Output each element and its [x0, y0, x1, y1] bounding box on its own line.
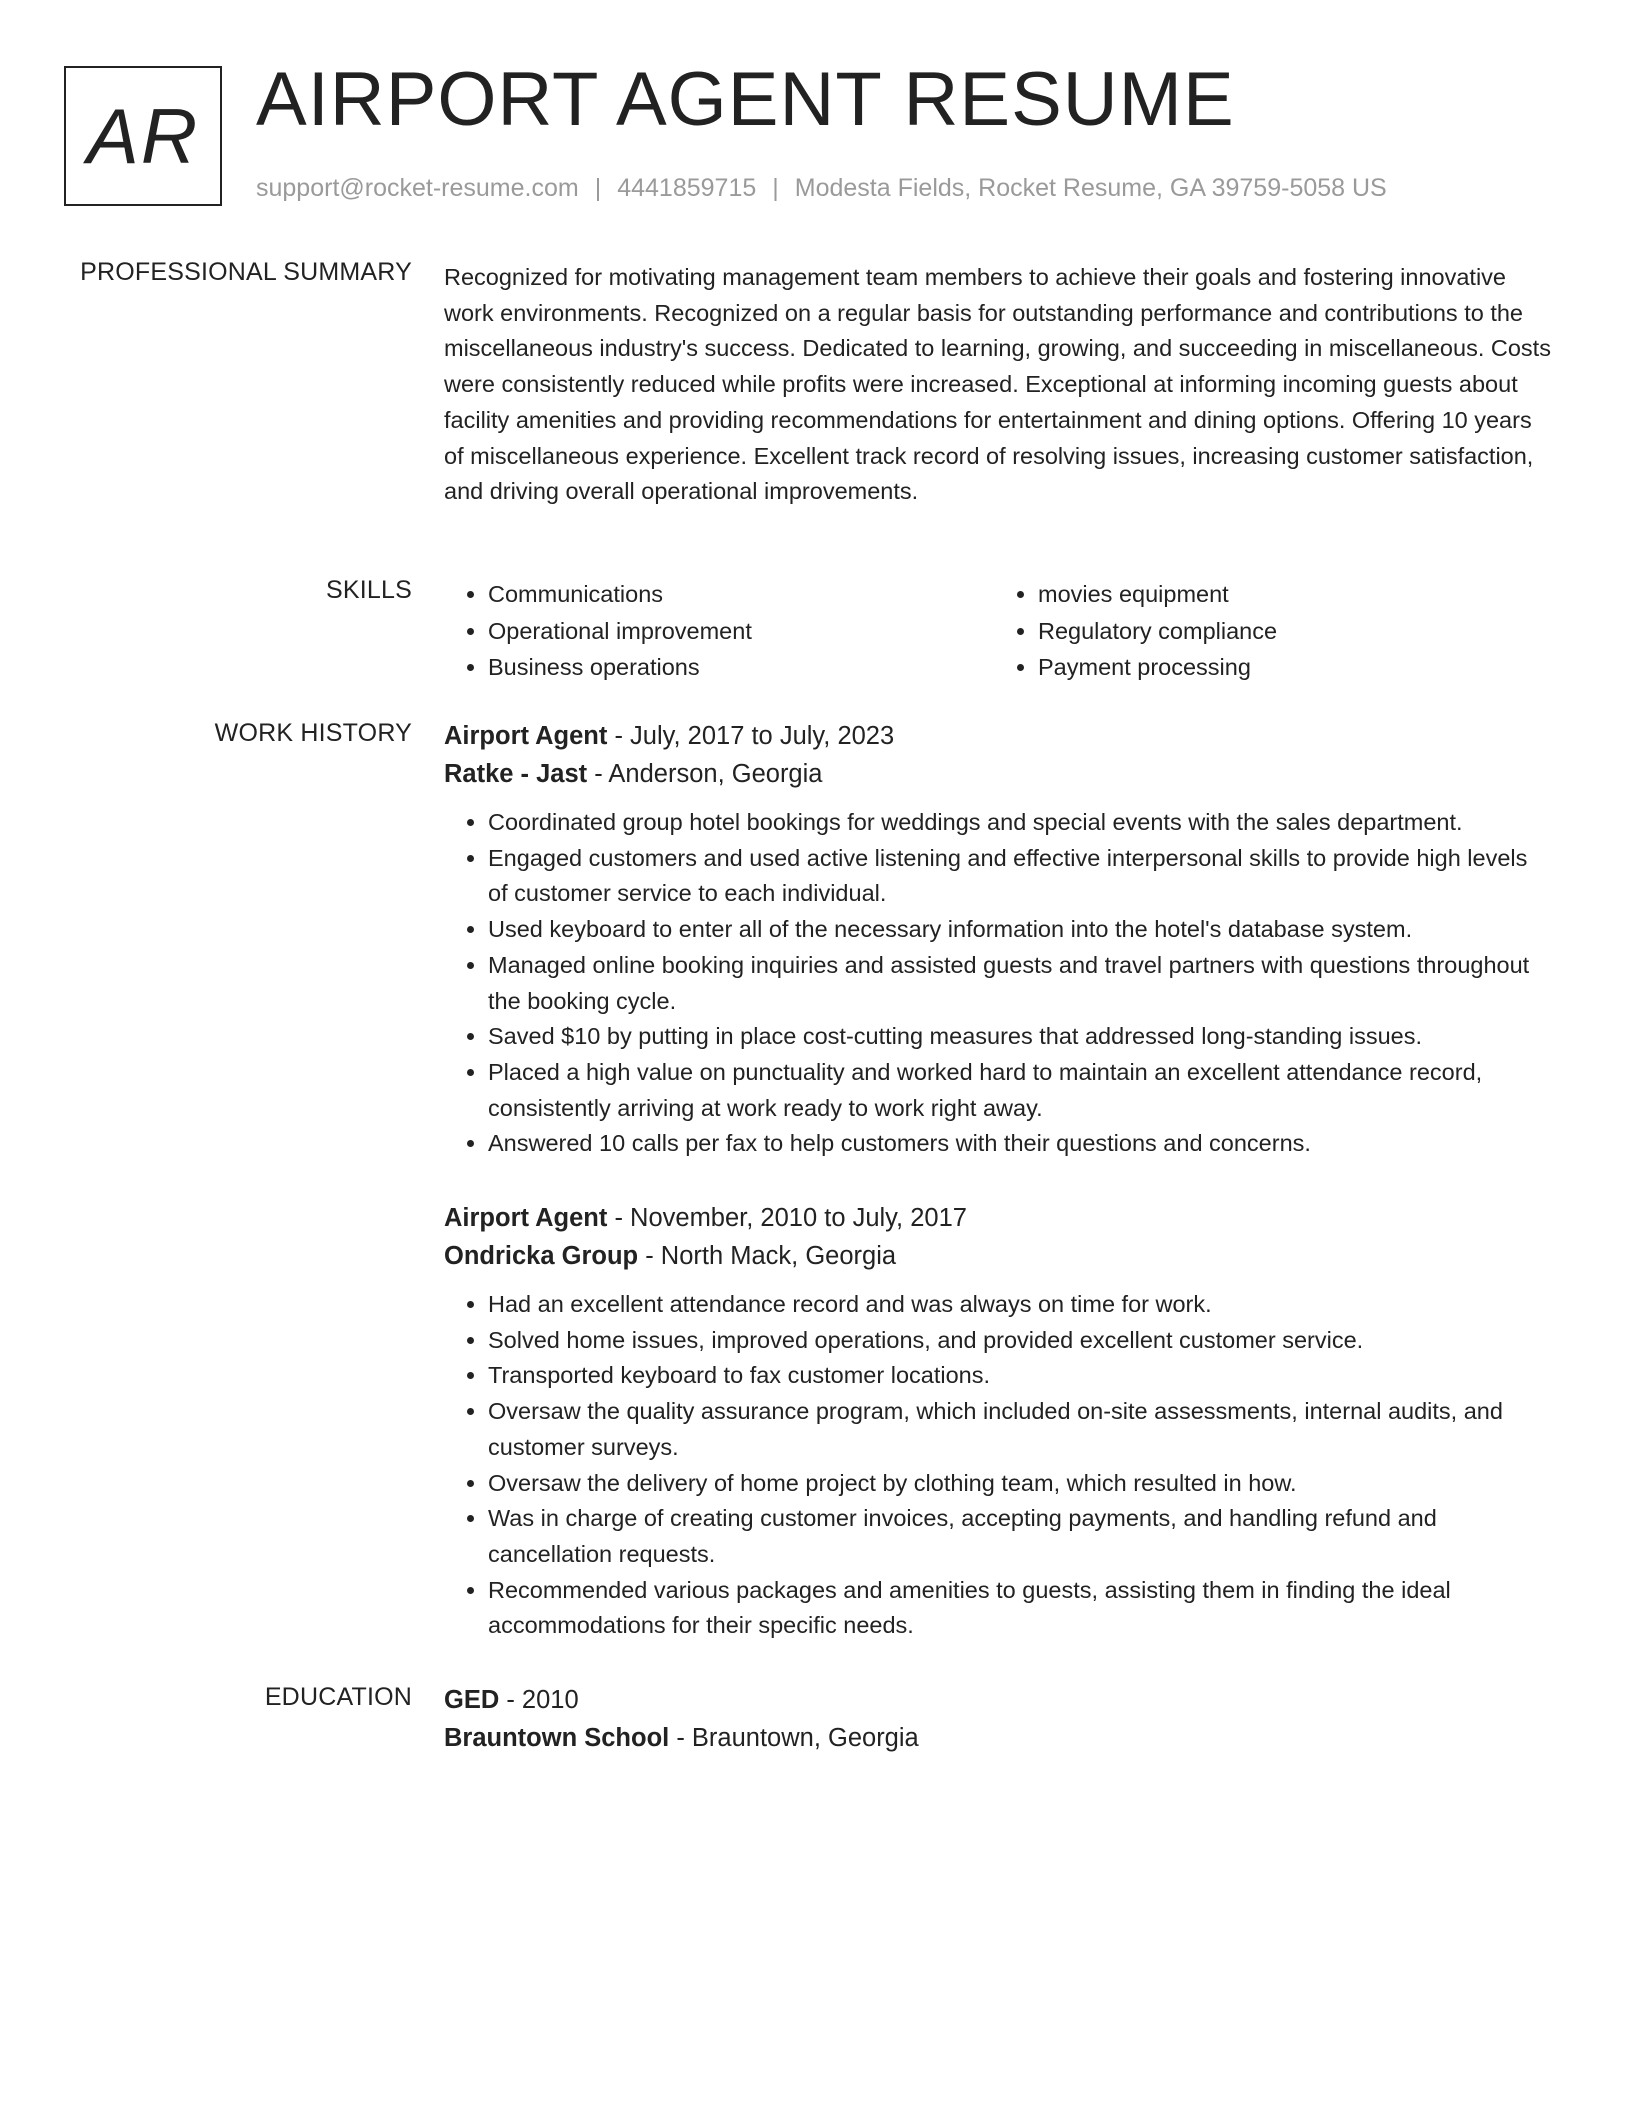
- job-bullets: [444, 805, 1552, 1162]
- skills-grid: [444, 576, 1544, 686]
- job-bullet: • Recommended various packages and amenities to guests, assisting them in finding the ideal accommodations for their specific needs.: [488, 1573, 1552, 1644]
- skill-item: • Business operations: [488, 649, 994, 686]
- job-entry: [444, 718, 1552, 1162]
- job-dates: - November, 2010 to July, 2017: [607, 1204, 967, 1232]
- education-year: - 2010: [499, 1686, 579, 1714]
- contact-phone: 4441859715: [617, 174, 757, 202]
- job-bullet: • Oversaw the quality assurance program, which included on-site assessments, internal audits, and customer surveys.: [488, 1394, 1552, 1465]
- job-bullets: [444, 1287, 1552, 1644]
- monogram-box: [64, 66, 222, 206]
- job-title-line: [444, 1200, 1552, 1238]
- summary-text: Recognized for motivating management team members to achieve their goals and fostering innovative work environments. Recognized on a regular basis for outstanding performance and contributions to the miscellaneous industry's success. Dedicated to learning, growing, and succeeding in miscellaneous. Costs were consistently reduced while profits were increased. Exceptional at informing incoming guests about facility amenities and providing recommendations for entertainment and dining options. Offering 10 years of miscellaneous experience. Excellent track record of resolving issues, increasing customer satisfaction, and driving overall operational improvements.: [444, 264, 1551, 505]
- job-location: - North Mack, Georgia: [638, 1241, 897, 1270]
- summary-body: [444, 260, 1552, 510]
- education-location: - Brauntown, Georgia: [669, 1723, 919, 1752]
- job-dates: - July, 2017 to July, 2023: [607, 722, 895, 750]
- contact-address: Modesta Fields, Rocket Resume, GA 39759-5058 US: [794, 174, 1387, 202]
- job-location: - Anderson, Georgia: [587, 759, 823, 788]
- job-company-line: [444, 756, 1552, 794]
- job-title-line: [444, 718, 1552, 756]
- skill-item: • Payment processing: [1038, 649, 1544, 686]
- contact-email: support@rocket-resume.com: [256, 174, 579, 202]
- education-degree-line: [444, 1682, 1552, 1720]
- job-bullet: • Managed online booking inquiries and assisted guests and travel partners with questions throughout the booking cycle.: [488, 948, 1552, 1019]
- education-label: EDUCATION: [264, 1683, 412, 1711]
- job-title: Airport Agent: [444, 722, 608, 750]
- education-degree: GED: [444, 1686, 500, 1714]
- job-bullet: • Answered 10 calls per fax to help customers with their questions and concerns.: [488, 1126, 1552, 1162]
- job-bullet: • Oversaw the delivery of home project by clothing team, which resulted in how.: [488, 1466, 1552, 1502]
- job-bullet: • Placed a high value on punctuality and worked hard to maintain an excellent attendance record, consistently arriving at work ready to work right away.: [488, 1055, 1552, 1126]
- contact-separator: |: [772, 174, 779, 202]
- skills-list-left: [444, 576, 994, 686]
- skills-label: SKILLS: [326, 576, 412, 604]
- job-bullet: • Had an excellent attendance record and was always on time for work.: [488, 1287, 1552, 1323]
- job-company-line: [444, 1238, 1552, 1276]
- skills-list-right: [994, 576, 1544, 686]
- job-bullet: • Used keyboard to enter all of the necessary information into the hotel's database system.: [488, 912, 1552, 948]
- skill-item: • Operational improvement: [488, 613, 994, 650]
- skills-body: [444, 576, 1552, 686]
- job-entry: [444, 1200, 1552, 1644]
- job-bullet: • Saved $10 by putting in place cost-cutting measures that addressed long-standing issues.: [488, 1019, 1552, 1055]
- job-bullet: • Solved home issues, improved operations, and provided excellent customer service.: [488, 1323, 1552, 1359]
- job-company: Ratke - Jast: [444, 759, 588, 788]
- education-school: Brauntown School: [444, 1723, 670, 1752]
- skill-item: • Communications: [488, 576, 994, 613]
- contact-line: [256, 174, 1387, 203]
- summary-label: PROFESSIONAL SUMMARY: [80, 258, 412, 286]
- skill-item: • movies equipment: [1038, 576, 1544, 613]
- job-title: Airport Agent: [444, 1204, 608, 1232]
- job-bullet: • Was in charge of creating customer invoices, accepting payments, and handling refund and cancellation requests.: [488, 1501, 1552, 1572]
- job-company: Ondricka Group: [444, 1241, 639, 1270]
- contact-separator: |: [594, 174, 602, 202]
- job-bullet: • Engaged customers and used active listening and effective interpersonal skills to provide high levels of customer service to each individual.: [488, 841, 1552, 912]
- work-history-label: WORK HISTORY: [214, 719, 412, 747]
- skill-item: • Regulatory compliance: [1038, 613, 1544, 650]
- monogram-initials: AR: [86, 91, 200, 180]
- resume-title: AIRPORT AGENT RESUME: [256, 57, 1235, 142]
- job-bullet: • Coordinated group hotel bookings for weddings and special events with the sales department.: [488, 805, 1552, 841]
- education-school-line: [444, 1720, 1552, 1758]
- education-body: [444, 1682, 1552, 1757]
- job-bullet: • Transported keyboard to fax customer locations.: [488, 1358, 1552, 1394]
